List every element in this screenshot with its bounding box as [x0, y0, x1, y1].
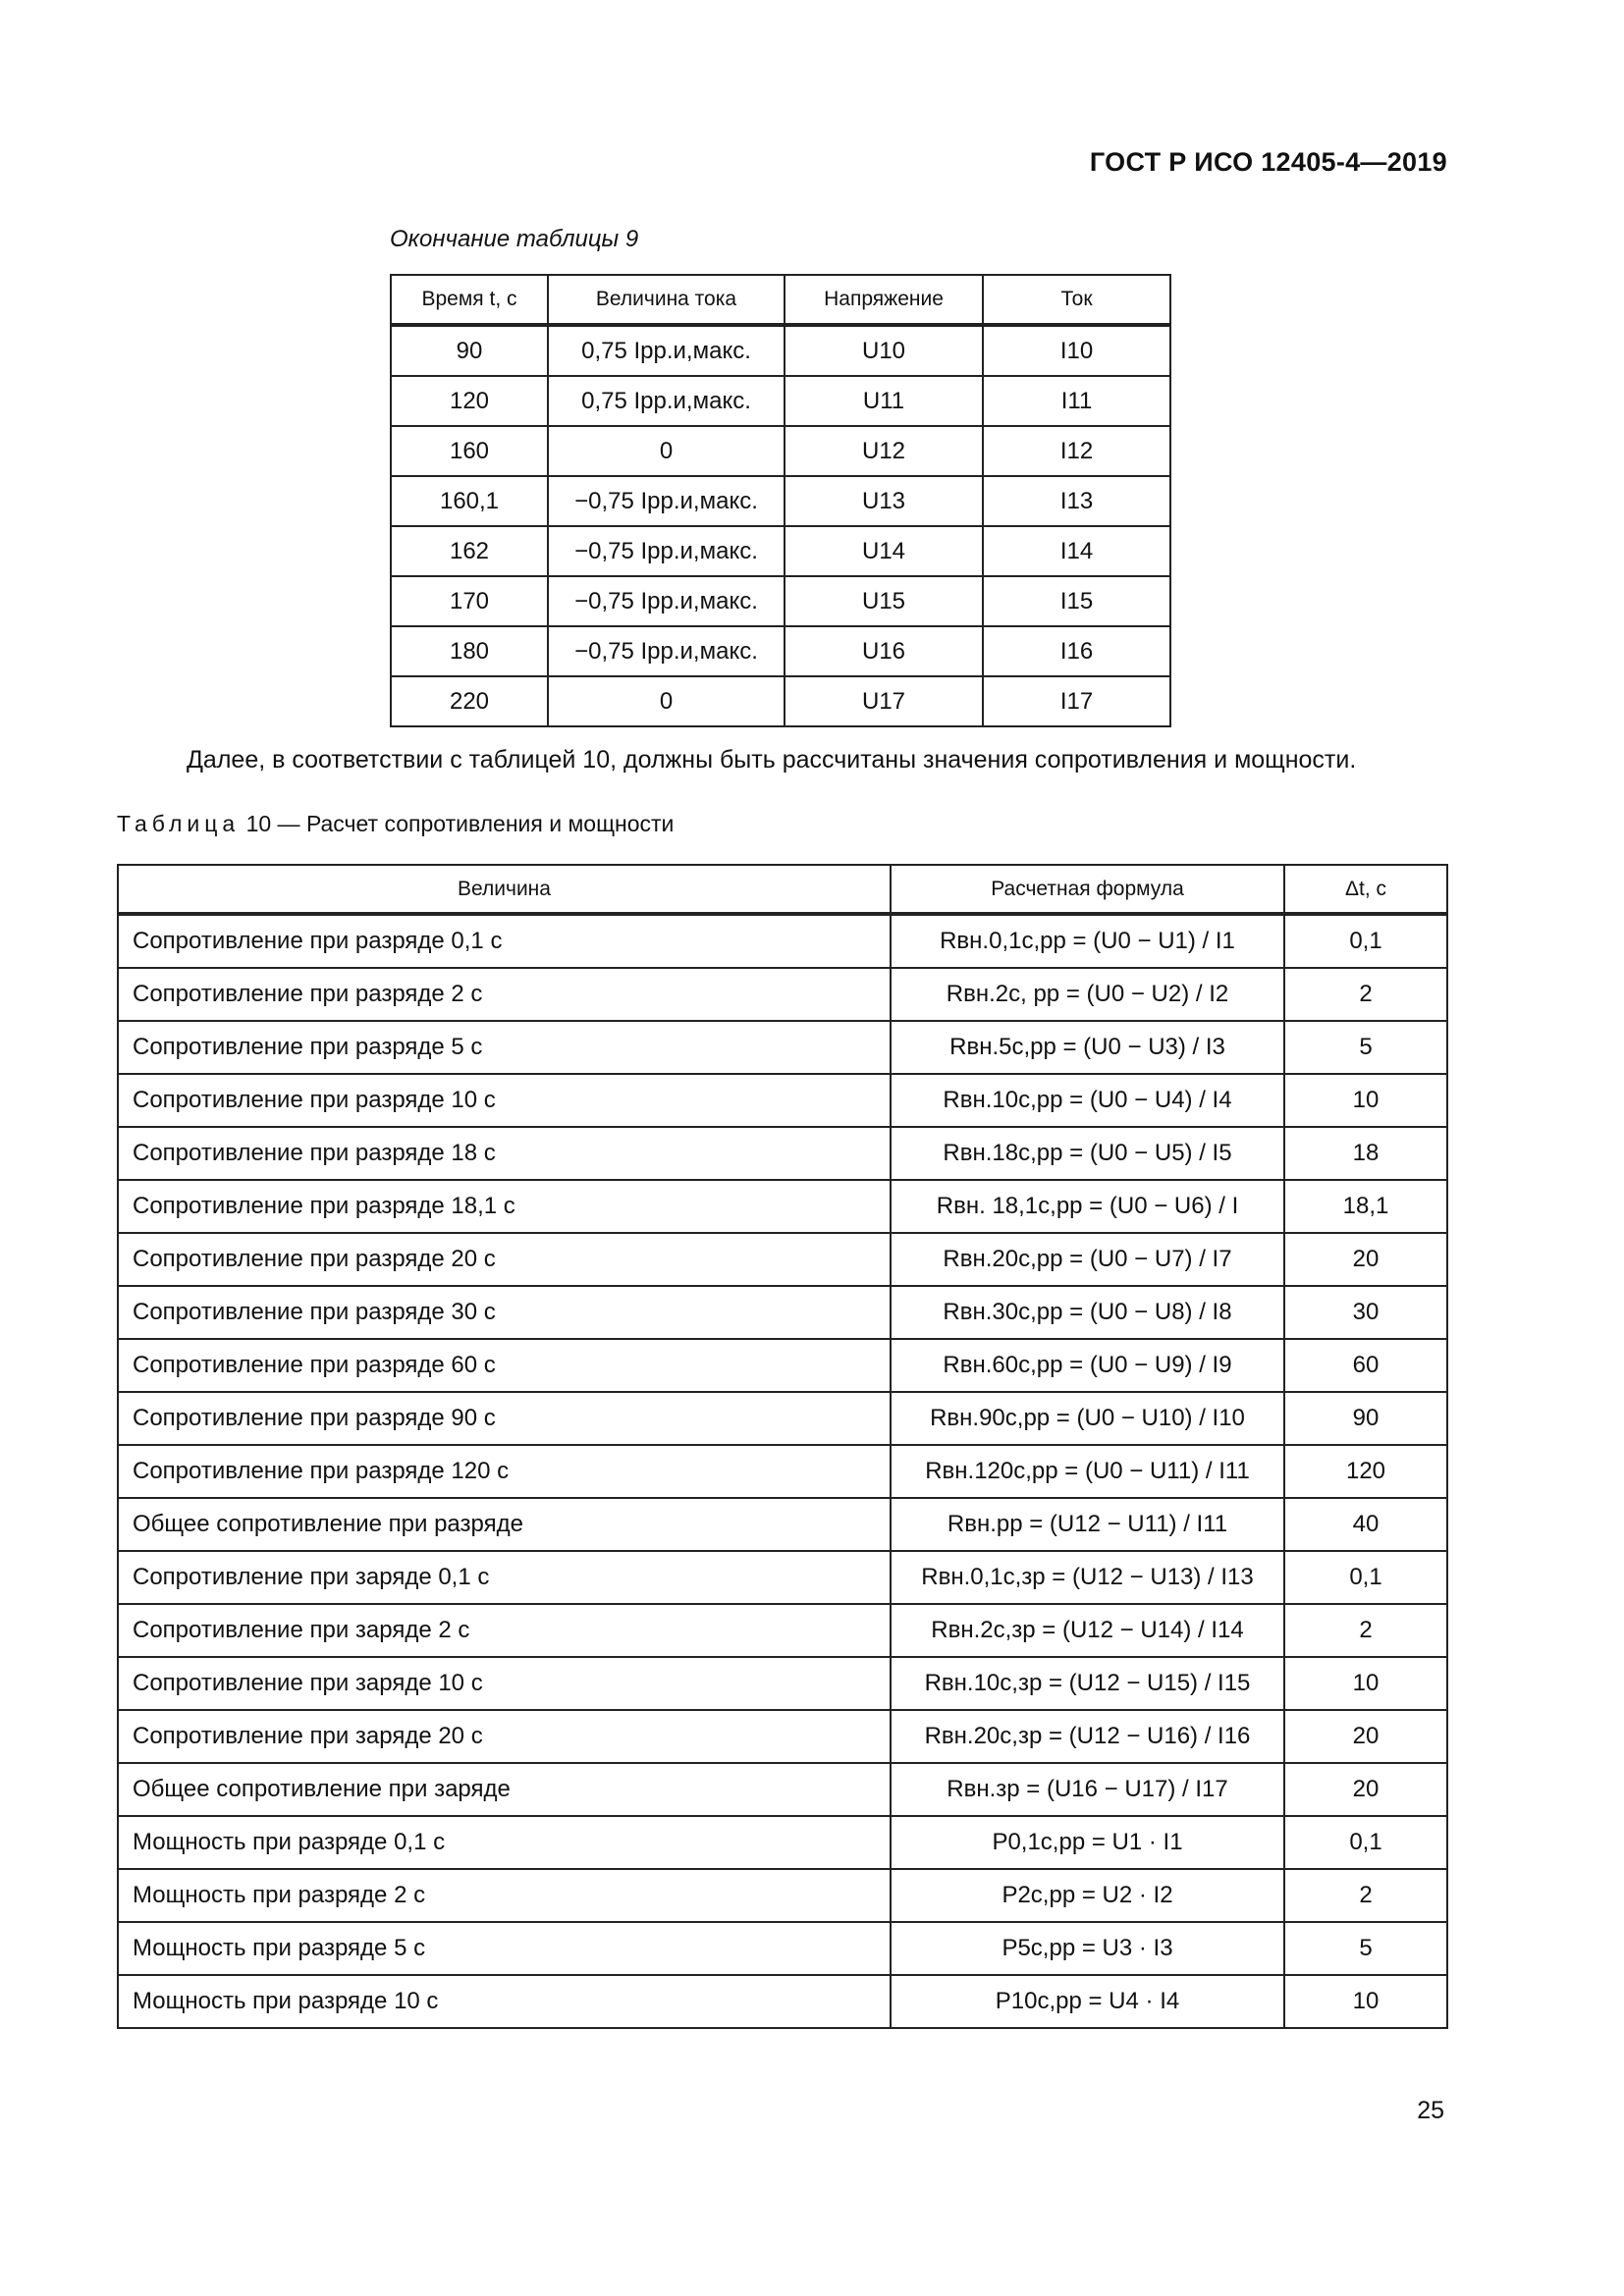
table-cell: U14: [785, 526, 983, 576]
table-cell: 40: [1284, 1498, 1447, 1551]
body-paragraph: Далее, в соответствии с таблицей 10, должны быть рассчитаны значения сопротивления и мощности.: [187, 746, 1357, 774]
table-cell: Мощность при разряде 10 с: [118, 1975, 891, 2028]
table-row: [118, 1392, 1447, 1445]
table-cell: −0,75 Iрр.и,макс.: [548, 626, 785, 676]
table-row: [118, 1922, 1447, 1975]
table9-header-row: [391, 275, 1170, 325]
table-cell: 20: [1284, 1233, 1447, 1286]
table-cell: 60: [1284, 1339, 1447, 1392]
table-cell: Сопротивление при разряде 2 с: [118, 968, 891, 1021]
table-row: [118, 914, 1447, 968]
table-row: [118, 1657, 1447, 1710]
table-cell: 2: [1284, 1604, 1447, 1657]
table-cell: I13: [983, 476, 1170, 526]
table-row: [118, 1763, 1447, 1816]
table-cell: Rвн.0,1с,рр = (U0 − U1) / I1: [891, 914, 1284, 968]
table-cell: Сопротивление при заряде 0,1 с: [118, 1551, 891, 1604]
table-cell: 180: [391, 626, 548, 676]
table-cell: −0,75 Iрр.и,макс.: [548, 526, 785, 576]
table-cell: Сопротивление при разряде 0,1 с: [118, 914, 891, 968]
table-cell: P10с,рр = U4 · I4: [891, 1975, 1284, 2028]
table-row: [391, 626, 1170, 676]
table10-caption-label: Таблица: [117, 811, 241, 836]
table9-col-current: Ток: [983, 275, 1170, 325]
table-cell: U15: [785, 576, 983, 626]
table-cell: Rвн.0,1с,зр = (U12 − U13) / I13: [891, 1551, 1284, 1604]
table-row: [391, 325, 1170, 376]
table-cell: Сопротивление при разряде 5 с: [118, 1021, 891, 1074]
table-cell: 5: [1284, 1922, 1447, 1975]
table-cell: 18,1: [1284, 1180, 1447, 1233]
table-cell: I15: [983, 576, 1170, 626]
table-cell: U13: [785, 476, 983, 526]
table10-col-formula: Расчетная формула: [891, 865, 1284, 914]
table-cell: 0: [548, 426, 785, 476]
table-row: [391, 426, 1170, 476]
table-cell: 0: [548, 676, 785, 726]
table-cell: Rвн.2с,зр = (U12 − U14) / I14: [891, 1604, 1284, 1657]
table-cell: −0,75 Iрр.и,макс.: [548, 476, 785, 526]
table-row: [118, 1127, 1447, 1180]
table-cell: Сопротивление при разряде 90 с: [118, 1392, 891, 1445]
table-cell: Rвн.60с,рр = (U0 − U9) / I9: [891, 1339, 1284, 1392]
table-cell: 0,1: [1284, 914, 1447, 968]
table-cell: 20: [1284, 1710, 1447, 1763]
table10-caption: [117, 811, 674, 837]
table9-col-voltage: Напряжение: [785, 275, 983, 325]
table-cell: Общее сопротивление при разряде: [118, 1498, 891, 1551]
table-row: [391, 476, 1170, 526]
page-number: 25: [1417, 2097, 1444, 2124]
table-cell: Мощность при разряде 2 с: [118, 1869, 891, 1922]
table-cell: Сопротивление при разряде 30 с: [118, 1286, 891, 1339]
table-row: [118, 1710, 1447, 1763]
table-cell: 160: [391, 426, 548, 476]
table-cell: I11: [983, 376, 1170, 426]
table-cell: 2: [1284, 1869, 1447, 1922]
table-cell: Rвн.рр = (U12 − U11) / I11: [891, 1498, 1284, 1551]
table-cell: I14: [983, 526, 1170, 576]
table9: [390, 274, 1171, 727]
table-cell: Rвн.18с,рр = (U0 − U5) / I5: [891, 1127, 1284, 1180]
table-cell: Сопротивление при разряде 60 с: [118, 1339, 891, 1392]
table9-col-time: Время t, с: [391, 275, 548, 325]
table-cell: Rвн.2с, рр = (U0 − U2) / I2: [891, 968, 1284, 1021]
table-cell: U17: [785, 676, 983, 726]
table-row: [391, 576, 1170, 626]
table10-col-quantity: Величина: [118, 865, 891, 914]
table-cell: Rвн.зр = (U16 − U17) / I17: [891, 1763, 1284, 1816]
table10: [117, 864, 1448, 2029]
table9-caption: Окончание таблицы 9: [390, 226, 639, 252]
table-row: [391, 526, 1170, 576]
table-row: [118, 1445, 1447, 1498]
table-cell: Мощность при разряде 0,1 с: [118, 1816, 891, 1869]
table-cell: 2: [1284, 968, 1447, 1021]
table-cell: 120: [391, 376, 548, 426]
table-cell: 0,1: [1284, 1816, 1447, 1869]
table-cell: I10: [983, 325, 1170, 376]
table-cell: Сопротивление при заряде 10 с: [118, 1657, 891, 1710]
table-row: [391, 376, 1170, 426]
table-row: [118, 1233, 1447, 1286]
table-row: [118, 1339, 1447, 1392]
table-cell: Rвн.10с,рр = (U0 − U4) / I4: [891, 1074, 1284, 1127]
table-cell: P2с,рр = U2 · I2: [891, 1869, 1284, 1922]
table-cell: 220: [391, 676, 548, 726]
table-cell: Общее сопротивление при заряде: [118, 1763, 891, 1816]
table-cell: 10: [1284, 1074, 1447, 1127]
table-cell: Rвн.20с,зр = (U12 − U16) / I16: [891, 1710, 1284, 1763]
table-cell: Rвн.30с,рр = (U0 − U8) / I8: [891, 1286, 1284, 1339]
table-row: [118, 1816, 1447, 1869]
table-row: [118, 1180, 1447, 1233]
table-cell: Сопротивление при заряде 20 с: [118, 1710, 891, 1763]
table-cell: Сопротивление при разряде 18 с: [118, 1127, 891, 1180]
table-cell: 0,1: [1284, 1551, 1447, 1604]
table-cell: Rвн. 18,1с,рр = (U0 − U6) / I: [891, 1180, 1284, 1233]
table-cell: U10: [785, 325, 983, 376]
table-row: [118, 1869, 1447, 1922]
table-cell: 170: [391, 576, 548, 626]
table-row: [118, 1975, 1447, 2028]
document-id: ГОСТ Р ИСО 12405-4—2019: [1089, 147, 1447, 177]
table-cell: Сопротивление при разряде 20 с: [118, 1233, 891, 1286]
table-cell: Мощность при разряде 5 с: [118, 1922, 891, 1975]
table-cell: Rвн.10с,зр = (U12 − U15) / I15: [891, 1657, 1284, 1710]
table-cell: 0,75 Iрр.и,макс.: [548, 325, 785, 376]
table-cell: 90: [391, 325, 548, 376]
table-cell: 5: [1284, 1021, 1447, 1074]
table10-caption-title: 10 — Расчет сопротивления и мощности: [240, 811, 675, 836]
table-cell: 162: [391, 526, 548, 576]
table-row: [391, 676, 1170, 726]
table-cell: P0,1с,рр = U1 · I1: [891, 1816, 1284, 1869]
table-cell: U12: [785, 426, 983, 476]
table-cell: 30: [1284, 1286, 1447, 1339]
table-cell: Rвн.120с,рр = (U0 − U11) / I11: [891, 1445, 1284, 1498]
table-cell: Rвн.20с,рр = (U0 − U7) / I7: [891, 1233, 1284, 1286]
table-cell: I17: [983, 676, 1170, 726]
table-row: [118, 1551, 1447, 1604]
table-cell: Rвн.90с,рр = (U0 − U10) / I10: [891, 1392, 1284, 1445]
table-cell: P5с,рр = U3 · I3: [891, 1922, 1284, 1975]
table-cell: 10: [1284, 1657, 1447, 1710]
table-cell: I16: [983, 626, 1170, 676]
table-cell: 18: [1284, 1127, 1447, 1180]
table-row: [118, 1021, 1447, 1074]
table-cell: 90: [1284, 1392, 1447, 1445]
table-row: [118, 1604, 1447, 1657]
table-cell: 160,1: [391, 476, 548, 526]
table-cell: U11: [785, 376, 983, 426]
table-row: [118, 1074, 1447, 1127]
table-cell: Сопротивление при разряде 18,1 с: [118, 1180, 891, 1233]
table-row: [118, 1498, 1447, 1551]
table-cell: 20: [1284, 1763, 1447, 1816]
table10-header-row: [118, 865, 1447, 914]
table-cell: −0,75 Iрр.и,макс.: [548, 576, 785, 626]
table-cell: Сопротивление при заряде 2 с: [118, 1604, 891, 1657]
table-row: [118, 1286, 1447, 1339]
table-cell: I12: [983, 426, 1170, 476]
table-cell: 120: [1284, 1445, 1447, 1498]
table-cell: Сопротивление при разряде 120 с: [118, 1445, 891, 1498]
table-cell: 10: [1284, 1975, 1447, 2028]
table-cell: 0,75 Iрр.и,макс.: [548, 376, 785, 426]
table-row: [118, 968, 1447, 1021]
table9-col-current-value: Величина тока: [548, 275, 785, 325]
table-cell: Rвн.5с,рр = (U0 − U3) / I3: [891, 1021, 1284, 1074]
table10-col-delta-t: Δt, с: [1284, 865, 1447, 914]
table-cell: Сопротивление при разряде 10 с: [118, 1074, 891, 1127]
table-cell: U16: [785, 626, 983, 676]
